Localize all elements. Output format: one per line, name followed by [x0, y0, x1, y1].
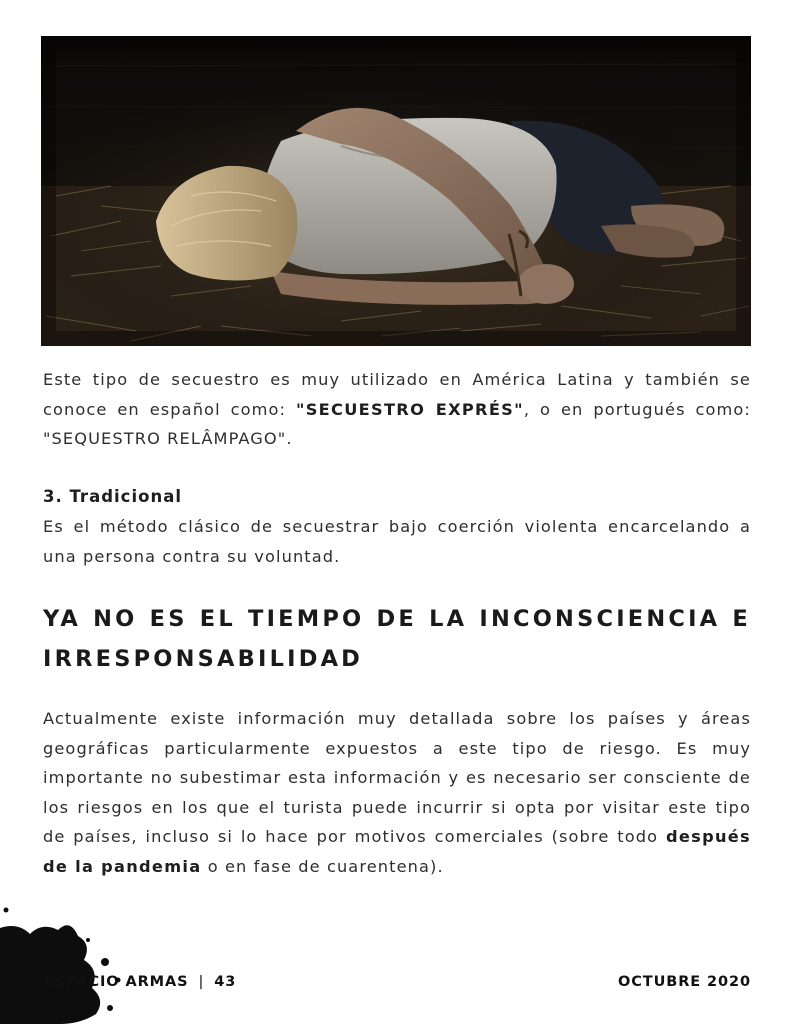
article-photo	[41, 36, 751, 346]
paragraph-text: , o en portugués como: "SEQUESTRO RELÂMPAGO".	[43, 399, 751, 448]
intro-paragraph	[43, 365, 751, 454]
bold-term-secuestro-expres: "SECUESTRO EXPRÉS"	[295, 399, 524, 419]
footer-magazine	[44, 974, 236, 990]
page-number: 43	[214, 974, 237, 990]
paragraph-text: o en fase de cuarentena).	[201, 856, 444, 876]
bold-term-pandemia: después de la pandemia	[43, 827, 751, 876]
magazine-name: ESPACIO ARMAS	[44, 974, 189, 990]
footer-separator: |	[198, 974, 205, 990]
ink-splat-decoration	[0, 900, 140, 1024]
kidnapping-victim-image	[41, 36, 751, 346]
subheading-tradicional: 3. Tradicional	[43, 487, 182, 506]
paragraph-text: Este tipo de secuestro es muy utilizado en América Latina y también se conoce en español como:	[43, 370, 751, 419]
footer-issue-date: OCTUBRE 2020	[618, 974, 751, 990]
tradicional-paragraph: Es el método clásico de secuestrar bajo coerción violenta encarcelando a una persona contra su voluntad.	[43, 517, 751, 566]
paragraph-text: Actualmente existe información muy detallada sobre los países y áreas geográficas particularmente expuestos a este tipo de riesgo. Es muy importante no subestimar esta información y es necesario ser consciente de los riesgos en los que el turista puede incurrir si opta por visitar este tipo de países, incluso si lo hace por motivos comerciales (sobre todo	[43, 709, 751, 846]
body-paragraph	[43, 704, 751, 881]
section-heading: YA NO ES EL TIEMPO DE LA INCONSCIENCIA E IRRESPONSABILIDAD	[43, 606, 751, 672]
